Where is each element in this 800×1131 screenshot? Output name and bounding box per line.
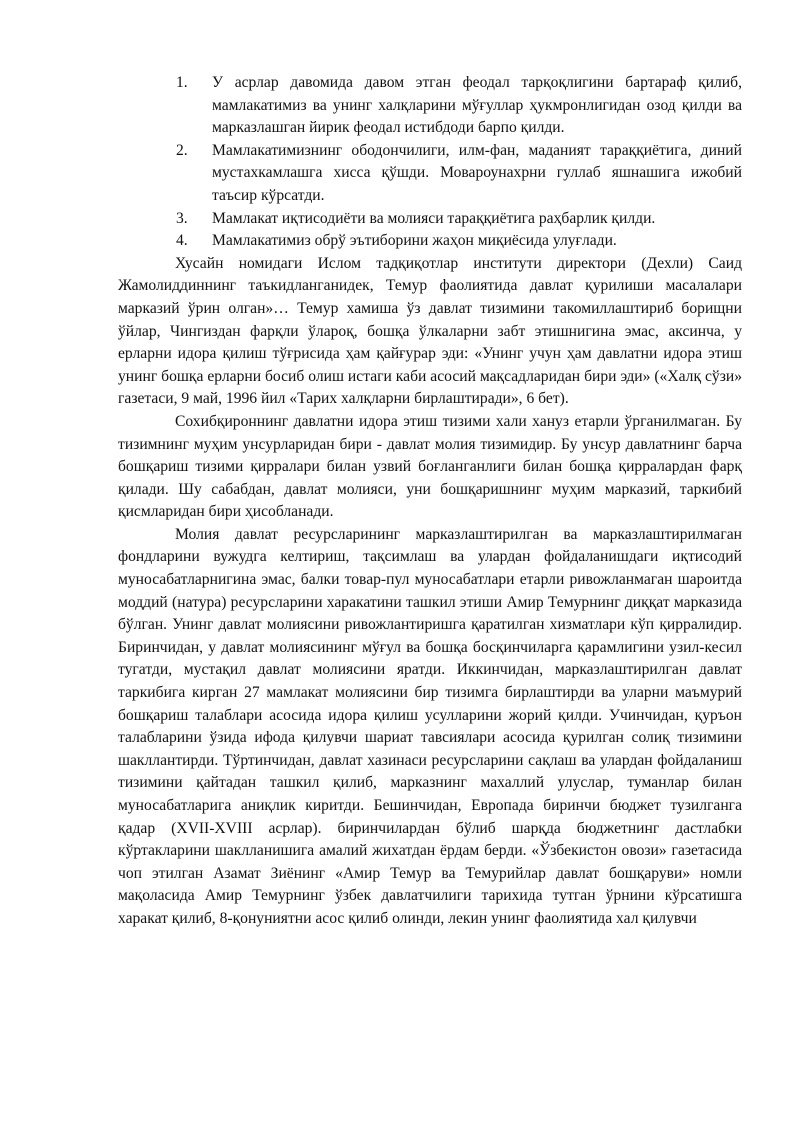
- paragraph-state-system: Сохибқироннинг давлатни идора этиш тизими хали хануз етарли ўрганилмаган. Бу тизимнинг муҳим унсурларидан бири - давлат молия тизимидир. Бу унсур давлатнинг барча бошқариш тизими қирралари билан узвий боғланганлиги билан бошқа қирралардан фарқ қилади. Шу сабабдан, давлат молияси, уни бошқаришнинг муҳим марказий, таркибий қисмларидан бири ҳисобланади.: [118, 412, 742, 521]
- list-item: [118, 140, 742, 208]
- paragraph-finance: Молия давлат ресурсларининг марказлаштирилган ва марказлаштирилмаган фондларини вужудга келтириш, тақсимлаш ва улардан фойдаланишдаги иқтисодий муносабатларнигина эмас, балки товар-пул муносабатлари етарли ривожланмаган шароитда моддий (натура) ресурсларини харакатини ташкил этиши Амир Темурнинг диққат марказида бўлган. Унинг давлат молиясини ривожлантиришга қаратилган хизматлари кўп қирралидир. Биринчидан, у давлат молиясининг мўғул ва бошқа босқинчиларга қарамлигини узил-кесил тугатди, мустақил давлат молиясини яратди. Иккинчидан, марказлаштирилган давлат таркибига кирган 27 мамлакат молиясини бир тизимга бирлаштирди ва уларни маъмурий бошқариш талаблари асосида идора қилиш усулларини жорий қилди. Учинчидан, қуръон талабларини ўзида ифода қилувчи шариат тавсиялари асосида қурилган солиқ тизимини шакллантирди. Тўртинчидан, давлат хазинаси ресурсларини сақлаш ва улардан фойдаланиш тизимини қайтадан ташкил қилиб, марказнинг махаллий улуслар, туманлар билан муносабатларига аниқлик киритди. Бешинчидан, Европада биринчи бюджет тузилганга қадар (XVII-XVIII асрлар). биринчилардан бўлиб шарқда бюджетнинг дастлабки кўртакларини шаклланишига амалий жихатдан ёрдам берди. «Ўзбекистон овози» газетасида чоп этилган Азамат Зиёнинг «Амир Темур ва Темурийлар давлат бошқаруви» номли мақоласида Амир Темурнинг ўзбек давлатчилиги тарихида тутган ўрнини кўрсатишга харакат қилиб, 8-қонуниятни асос қилиб олинди, лекин унинг фаолиятида хал қилувчи: [118, 525, 742, 927]
- paragraph-dehli-quote: Хусайн номидаги Ислом тадқиқотлар институти директори (Дехли) Саид Жамолиддиннинг таъкидланганидек, Темур фаолиятида давлат қурилиши масалалари марказий ўрин олган»… Темур хамиша ўз давлат тизимини такомиллаштириб борищни ўйлар, Чингиздан фарқли ўлароқ, бошқа ўлкаларни забт этишнигина эмас, аксинча, у ерларни идора қилиш тўғрисида ҳам қайғурар эди: «Унинг учун ҳам давлатни идора этиш унинг бошқа ерларни босиб олиш истаги каби асосий мақсадларидан бири эди» («Халқ сўзи» газетаси, 9 май, 1996 йил «Тарих халқларни бирлаштиради», 6 бет).: [118, 254, 742, 408]
- list-item: [118, 230, 742, 253]
- list-item-number: 4.: [176, 232, 188, 250]
- list-item: [118, 72, 742, 140]
- list-item-number: 2.: [176, 141, 188, 159]
- list-item-text: Мамлакат иқтисодиёти ва молияси тараққиётига раҳбарлик қилди.: [212, 209, 656, 227]
- list-item-text: Мамлакатимизнинг ободончилиги, илм-фан, маданият тараққиётига, диний мустахкамлашга хисса қўшди. Мовароунахрни гуллаб яшнашига ижобий таъсир кўрсатди.: [212, 141, 742, 204]
- list-item: [118, 208, 742, 231]
- list-item-number: 3.: [176, 209, 188, 227]
- document-page: [118, 72, 742, 931]
- list-item-number: 1.: [176, 74, 188, 91]
- list-item-text: У асрлар давомида давом этган феодал тарқоқлигини бартараф қилиб, мамлакатимиз ва унинг халқларини мўғуллар ҳукмронлигидан озод қилди ва марказлашган йирик феодал истибдоди барпо қилди.: [212, 74, 742, 137]
- list-item-text: Мамлакатимиз обрў эътиборини жаҳон миқиёсида улуғлади.: [212, 232, 617, 250]
- numbered-list: [118, 72, 742, 253]
